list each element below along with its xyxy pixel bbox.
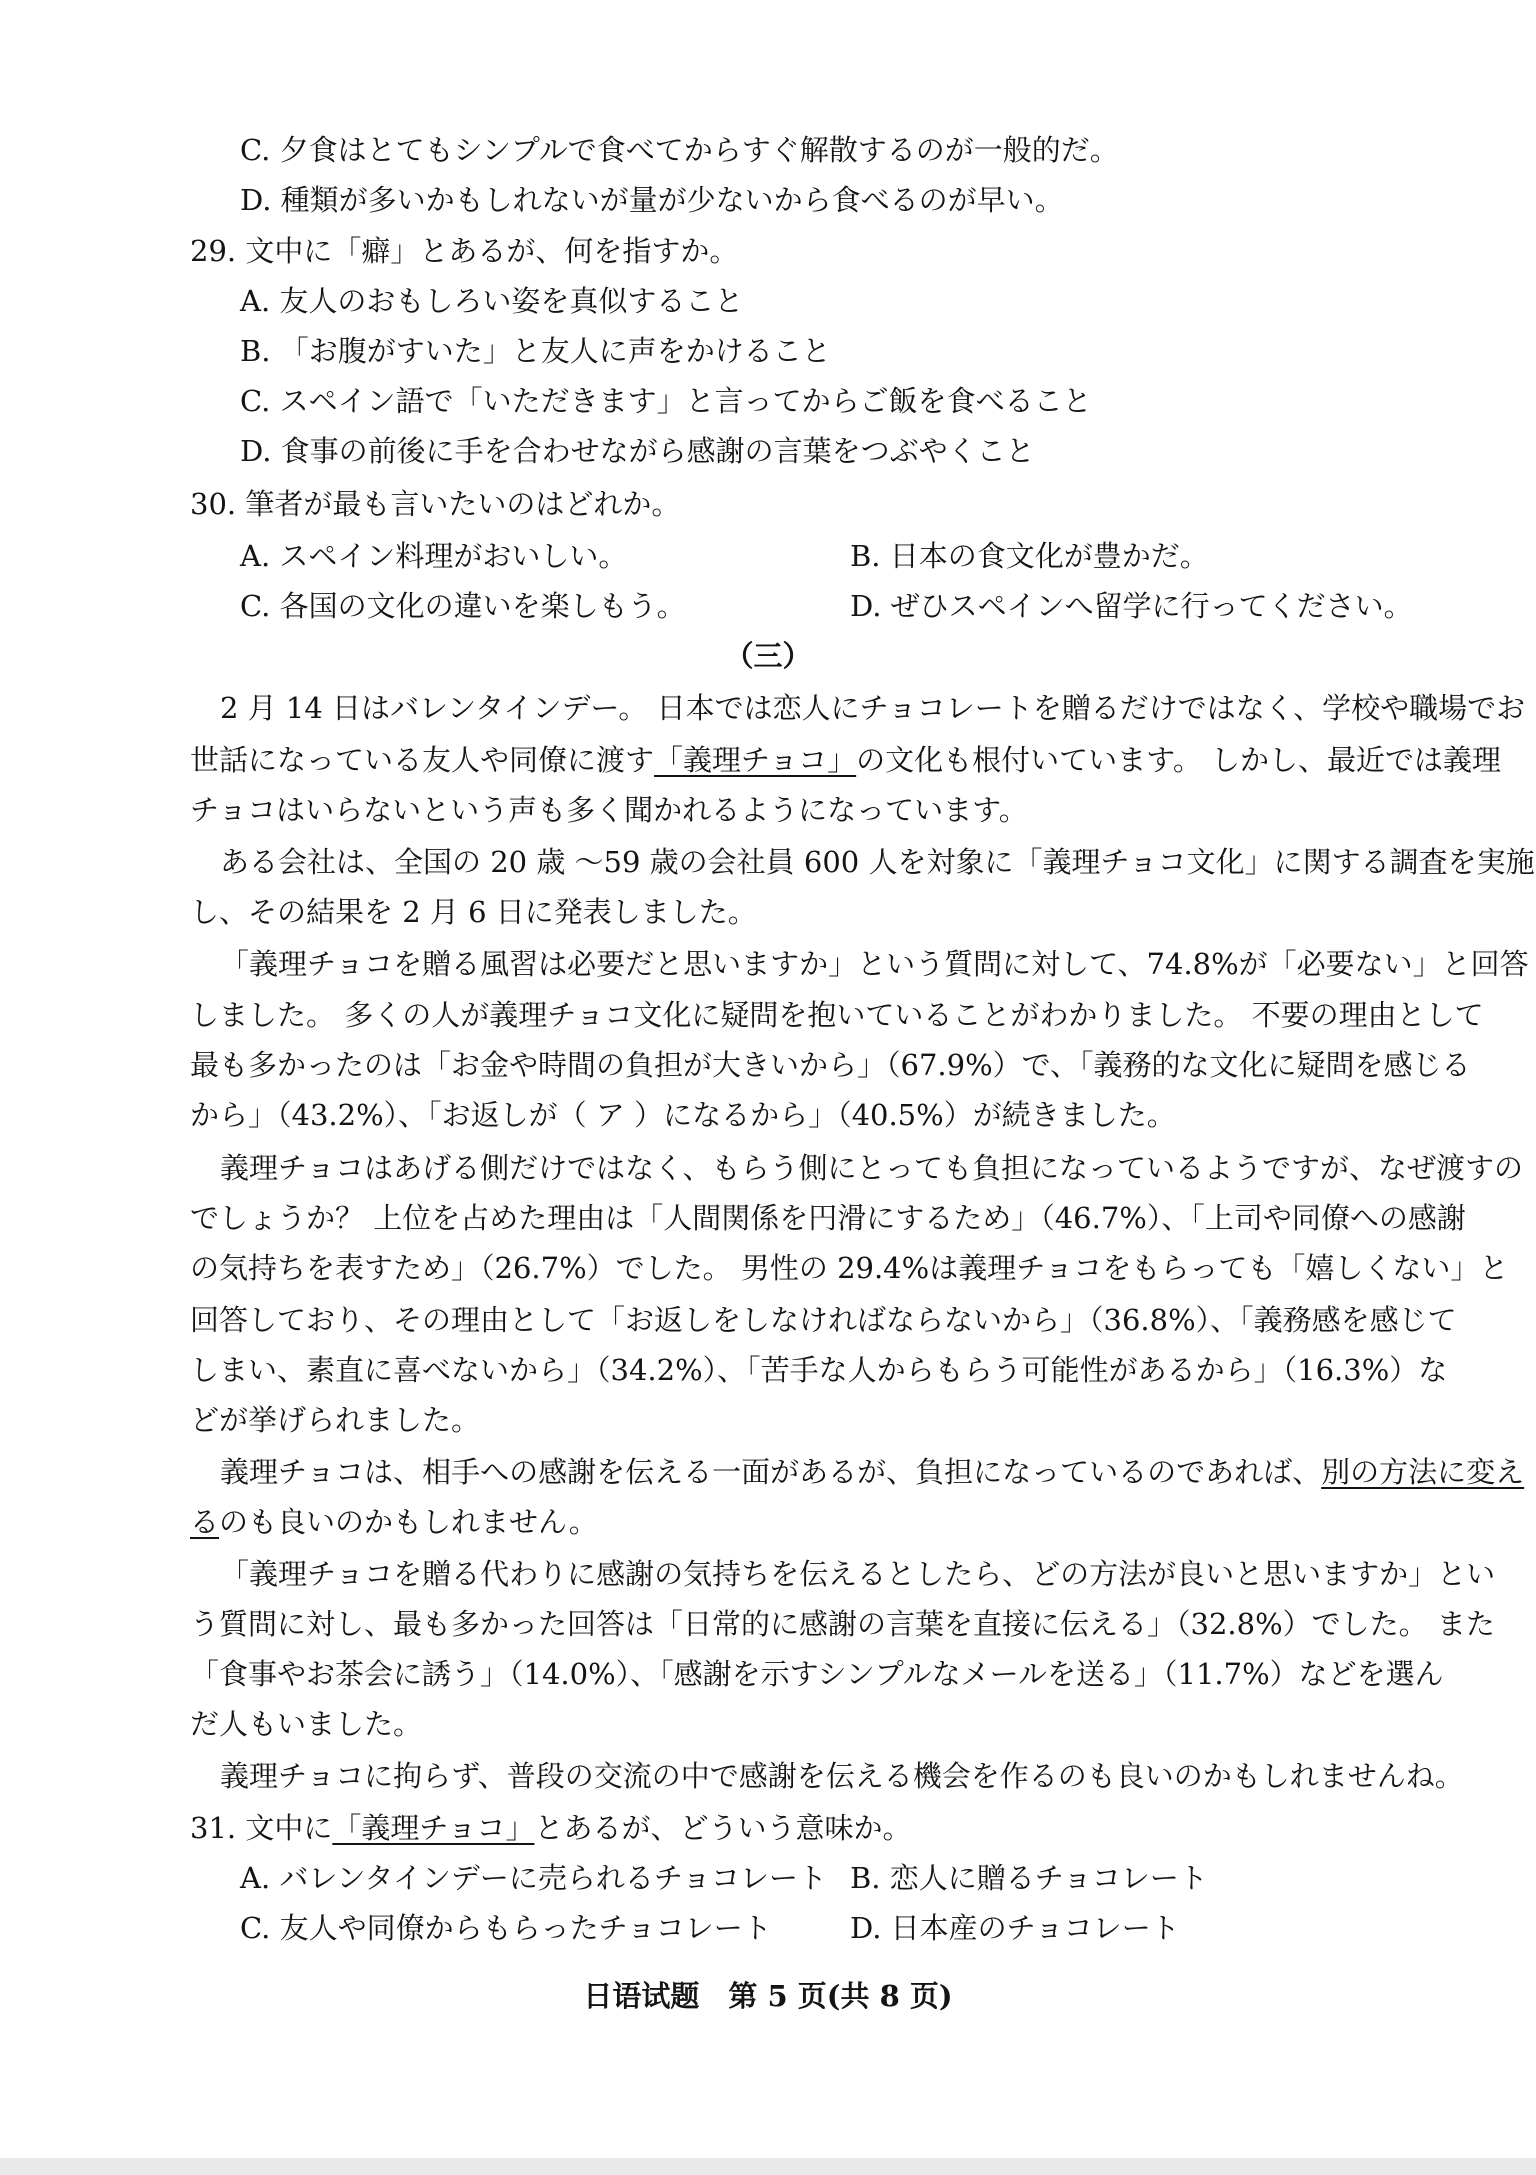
q31-stem-text: とあるが、どういう意味か。 [534,1811,912,1845]
page-footer: 日语试题 第 5 页(共 8 页) [583,1979,953,2013]
q31-option-d: D. 日本産のチョコレート [850,1911,1180,1945]
passage-text: 義理チョコは、相手への感謝を伝える一面があるが、負担になっているのであれば、 [220,1455,1322,1489]
q31-stem [190,1808,912,1848]
passage-text: の文化も根付いています。 しかし、最近では義理 [856,743,1502,777]
q30-option-d: D. ぜひスペインへ留学に行ってください。 [850,589,1413,623]
underlined-term: 「義理チョコ」 [654,743,857,777]
q31-option-a: A. バレンタインデーに売られるチョコレート [240,1861,828,1895]
passage-line: どが挙げられました。 [190,1403,481,1437]
q29-option-c: C. スペイン語で「いただきます」と言ってからご飯を食べること [240,384,1092,418]
passage-line: でしょうか？ 上位を占めた理由は「人間関係を円滑にするため」（46.7%）、「上司や同僚への感謝 [190,1201,1466,1235]
passage-line: 義理チョコはあげる側だけではなく、もらう側にとっても負担になっているようですが、なぜ渡すの [220,1151,1523,1185]
passage-line: し、その結果を 2 月 6 日に発表しました。 [190,895,757,929]
q30-option-c: C. 各国の文化の違いを楽しもう。 [240,589,686,623]
passage-line: 「食事やお茶会に誘う」（14.0%）、「感謝を示すシンプルなメールを送る」（11.7%）などを選ん [190,1657,1444,1691]
section-heading: （三） [724,639,812,673]
passage-line: う質問に対し、最も多かった回答は「日常的に感謝の言葉を直接に伝える」（32.8%）でした。 また [190,1607,1495,1641]
q29-stem: 29. 文中に「癖」とあるが、何を指すか。 [190,234,739,268]
underlined-phrase: 別の方法に変え [1321,1455,1525,1489]
passage-line: 義理チョコに拘らず、普段の交流の中で感謝を伝える機会を作るのも良いのかもしれませんね。 [220,1759,1464,1793]
passage-text: 世話になっている友人や同僚に渡す [190,743,655,777]
q31-option-c: C. 友人や同僚からもらったチョコレート [240,1911,772,1945]
passage-line: しました。 多くの人が義理チョコ文化に疑問を抱いていることがわかりました。 不要の理由として [190,998,1484,1032]
passage-line: しまい、素直に喜べないから」（34.2%）、「苦手な人からもらう可能性があるから」（16.3%）な [190,1353,1448,1387]
passage-line: 「義理チョコを贈る風習は必要だと思いますか」という質問に対して、74.8%が「必要ない」と回答 [220,947,1529,981]
passage-line: の気持ちを表すため」（26.7%）でした。 男性の 29.4%は義理チョコをもらっても「嬉しくない」と [190,1251,1509,1285]
passage-line [220,1452,1524,1492]
passage-line: 2 月 14 日はバレンタインデー。 日本では恋人にチョコレートを贈るだけではなく、学校や職場でお [220,691,1526,725]
passage-line: だ人もいました。 [190,1707,423,1741]
q28-option-d: D. 種類が多いかもしれないが量が少ないから食べるのが早い。 [240,183,1064,217]
q28-option-c: C. 夕食はとてもシンプルで食べてからすぐ解散するのが一般的だ。 [240,133,1119,167]
passage-line [190,1502,598,1542]
underlined-phrase: る [190,1505,220,1539]
passage-line: 回答しており、その理由として「お返しをしなければならないから」（36.8%）、「義務感を感じて [190,1303,1457,1337]
q29-option-b: B. 「お腹がすいた」と友人に声をかけること [240,334,831,368]
q30-stem: 30. 筆者が最も言いたいのはどれか。 [190,487,681,521]
passage-line: ある会社は、全国の 20 歳 ～59 歳の会社員 600 人を対象に「義理チョコ文化」に関する調査を実施 [220,845,1535,879]
underlined-term: 「義理チョコ」 [332,1811,535,1845]
q30-option-b: B. 日本の食文化が豊かだ。 [850,539,1209,573]
q31-stem-text: 31. 文中に [190,1811,333,1845]
passage-line: チョコはいらないという声も多く聞かれるようになっています。 [190,793,1028,827]
passage-line: 最も多かったのは「お金や時間の負担が大きいから」（67.9%）で、「義務的な文化に疑問を感じる [190,1048,1471,1082]
q29-option-d: D. 食事の前後に手を合わせながら感謝の言葉をつぶやくこと [240,434,1035,468]
passage-line: から」（43.2%）、「お返しが（ ア ）になるから」（40.5%）が続きました。 [190,1098,1176,1132]
q30-option-a: A. スペイン料理がおいしい。 [240,539,628,573]
scan-edge [0,2158,1536,2175]
q31-option-b: B. 恋人に贈るチョコレート [850,1861,1208,1895]
q29-option-a: A. 友人のおもしろい姿を真似すること [240,284,744,318]
passage-line: 「義理チョコを贈る代わりに感謝の気持ちを伝えるとしたら、どの方法が良いと思いますか」とい [220,1557,1496,1591]
passage-text: のも良いのかもしれません。 [219,1505,598,1539]
passage-line [190,740,1501,780]
